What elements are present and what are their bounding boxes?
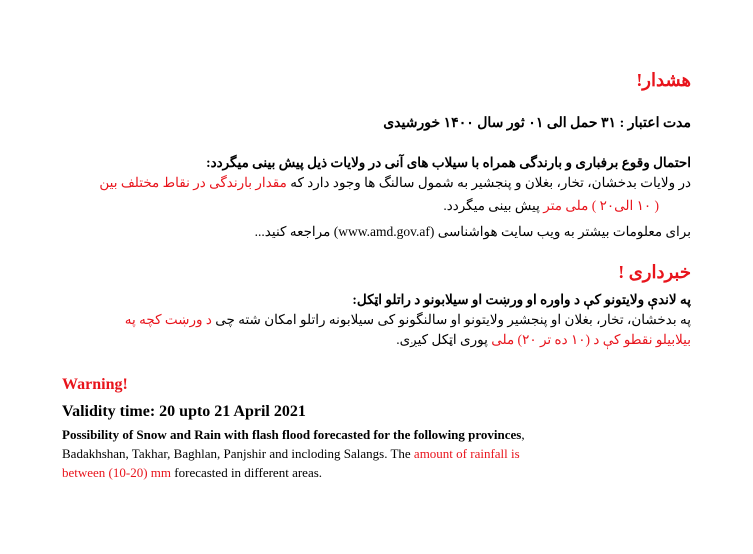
english-validity-time: Validity time: 20 upto 21 April 2021 [62, 403, 306, 420]
dari-validity-time: مدت اعتبار : ۳۱ حمل الی ۰۱ ثور سال ۱۴۰۰ خورشیدی [383, 116, 691, 131]
pashto-forecast-summary: په لاندې ولایتونو کې د واوره او ورښت او سیلابونو د راتلو اټکل: [352, 292, 691, 307]
english-forecast-detail-line2 [62, 463, 682, 482]
dari-more-info: برای معلومات بیشتر به ویب سایت هواشناسی (www.amd.gov.af) مراجعه کنید... [254, 224, 691, 239]
english-forecast-summary: Possibility of Snow and Rain with flash flood forecasted for the following provinces [62, 427, 522, 442]
english-rainfall-range: between (10-20) mm [62, 465, 172, 480]
english-detail-text: Badakhshan, Takhar, Baghlan, Panjshir and incloding Salangs. The [62, 446, 414, 461]
dari-forecast-paragraph [51, 153, 691, 245]
pashto-warning-heading: خبرداری ! [618, 262, 691, 282]
dari-forecast-detail-line1 [51, 173, 691, 193]
dari-detail-text: در ولایات بدخشان، تخار، بغلان و پنجشیر به شمول سالنگ ها وجود دارد که [286, 175, 691, 190]
dari-forecast-detail-line2 [51, 193, 659, 219]
pashto-forecast-detail-line1 [51, 310, 691, 330]
english-rainfall-amount: amount of rainfall is [413, 446, 520, 461]
dari-detail-text-end: پیش بینی میگردد. [443, 198, 544, 213]
dari-rainfall-range: ( ۱۰ الی۲۰ ) ملی متر [543, 198, 659, 213]
english-forecast-paragraph [62, 425, 682, 482]
dari-forecast-summary: احتمال وقوع برفباری و بارندگی همراه با سیلاب های آنی در ولایات ذیل پیش بینی میگردد: [206, 155, 691, 170]
english-forecast-detail-line1 [62, 444, 682, 463]
pashto-forecast-paragraph [51, 290, 691, 350]
pashto-detail-text-end: پوری اټکل کیږی. [396, 332, 492, 347]
english-summary-comma: , [521, 427, 525, 442]
english-forecast-summary-line [62, 425, 682, 444]
dari-rainfall-amount: مقدار بارندگی در نقاط مختلف بین [99, 175, 287, 190]
pashto-forecast-detail-line2 [51, 330, 691, 350]
pashto-detail-text: په بدخشان، تخار، بغلان او پنجشیر ولایتونو او سالنگونو کی سیلابونه راتلو امکان شته چی [211, 312, 691, 327]
pashto-rainfall-range: بیلابیلو نقطو کې د (۱۰ ده تر ۲۰) ملی [491, 332, 691, 347]
dari-warning-heading: هشدار! [636, 70, 691, 90]
english-detail-text-end: forecasted in different areas. [171, 465, 323, 480]
pashto-rainfall-amount: د ورښت کچه په [124, 312, 212, 327]
english-warning-heading: Warning! [62, 376, 128, 393]
